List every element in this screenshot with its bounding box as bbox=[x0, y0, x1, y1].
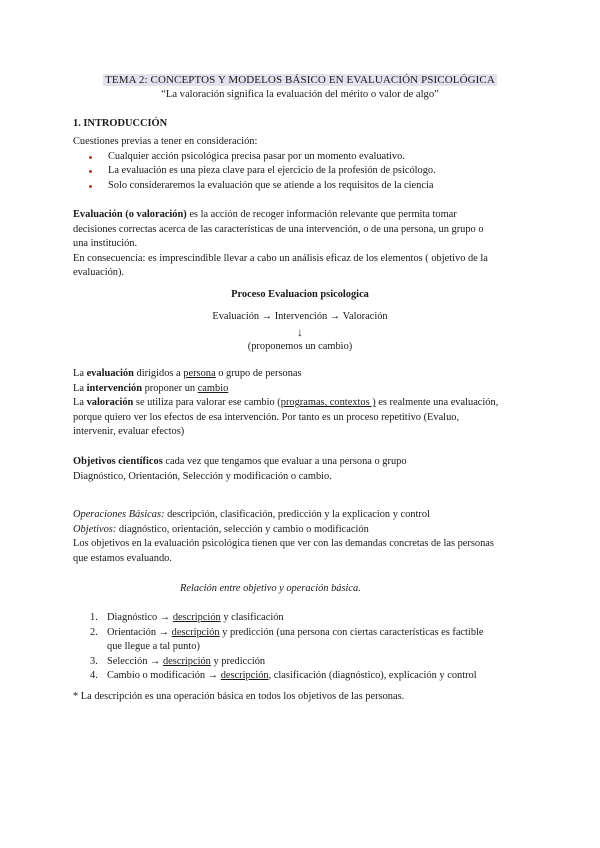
footnote: * La descripción es una operación básica en todos los objetivos de las personas. bbox=[73, 691, 405, 702]
relation-heading: Relación entre objetivo y operación básica. bbox=[180, 583, 361, 594]
objectives-paragraph: Objetivos científicos cada vez que tengamos que evaluar a una persona o grupo Diagnóstico, Orientación, Selección y modificación o cambio. bbox=[73, 456, 407, 482]
process-flow: Evaluación → Intervención → Valoración bbox=[212, 311, 388, 322]
list-item: 3. Selección → descripción y predicción bbox=[90, 655, 266, 667]
relation-list bbox=[73, 611, 535, 684]
list-item: que llegue a tal punto) bbox=[107, 641, 200, 653]
definition-paragraph: Evaluación (o valoración) es la acción de recoger información relevante que permita tomar decisiones correctas acerca de las características de una intervención, o de una persona, un grupo o una institución. En consecuencia: es imprescindible llevar a cabo un análisis eficaz de los elementos ( objetivo de la evaluación). bbox=[73, 209, 488, 279]
section-heading-introduccion: 1. INTRODUCCIÓN bbox=[73, 118, 168, 129]
document-title: TEMA 2: CONCEPTOS Y MODELOS BÁSICO EN EVALUACIÓN PSICOLÓGICA bbox=[105, 74, 495, 86]
intro-bullet-list bbox=[73, 150, 533, 194]
intro-lead: Cuestiones previas a tener en consideración: bbox=[73, 136, 258, 147]
list-item: 1. Diagnóstico → descripción y clasificación bbox=[90, 612, 284, 623]
down-arrow-icon: ↓ bbox=[297, 325, 303, 339]
list-item: 2. Orientación → descripción y predicción (una persona con ciertas características es factible bbox=[90, 626, 484, 638]
intro-section bbox=[73, 135, 533, 193]
definition-term: Evaluación (o valoración) bbox=[73, 209, 187, 220]
list-item: Cualquier acción psicológica precisa pasar por un momento evaluativo. bbox=[73, 150, 533, 165]
operations-paragraph: Operaciones Básicas: descripción, clasificación, predicción y la explicacion y control Objetivos: diagnóstico, orientación, selección y cambio o modificación Los objetivos en la evaluación psicológica tienen que ver con las demandas concretas de las personas que estamos evaluando. bbox=[73, 509, 494, 564]
roles-paragraph: La evaluación dirigidos a persona o grupo de personas La intervención proponer un cambio La valoración se utiliza para valorar ese cambio (programas, contextos ) es realmente una evaluación, porque quiero ver los efectos de esa intervención. Por tanto es un proceso repetitivo (Evaluo, intervenir, evaluar efectos) bbox=[73, 368, 499, 438]
list-item: 4. Cambio o modificación → descripción, clasificación (diagnóstico), explicación y control bbox=[90, 670, 477, 682]
list-item: La evaluación es una pieza clave para el ejercicio de la profesión de psicólogo. bbox=[73, 164, 533, 179]
document-subtitle: “La valoración significa la evaluación del mérito o valor de algo” bbox=[161, 89, 439, 100]
objectives-term: Objetivos científicos bbox=[73, 456, 163, 467]
process-heading: Proceso Evaluacion psicologica bbox=[231, 289, 369, 300]
process-note: (proponemos un cambio) bbox=[247, 341, 353, 352]
list-item: Solo consideraremos la evaluación que se atiende a los requisitos de la ciencia bbox=[73, 179, 533, 194]
